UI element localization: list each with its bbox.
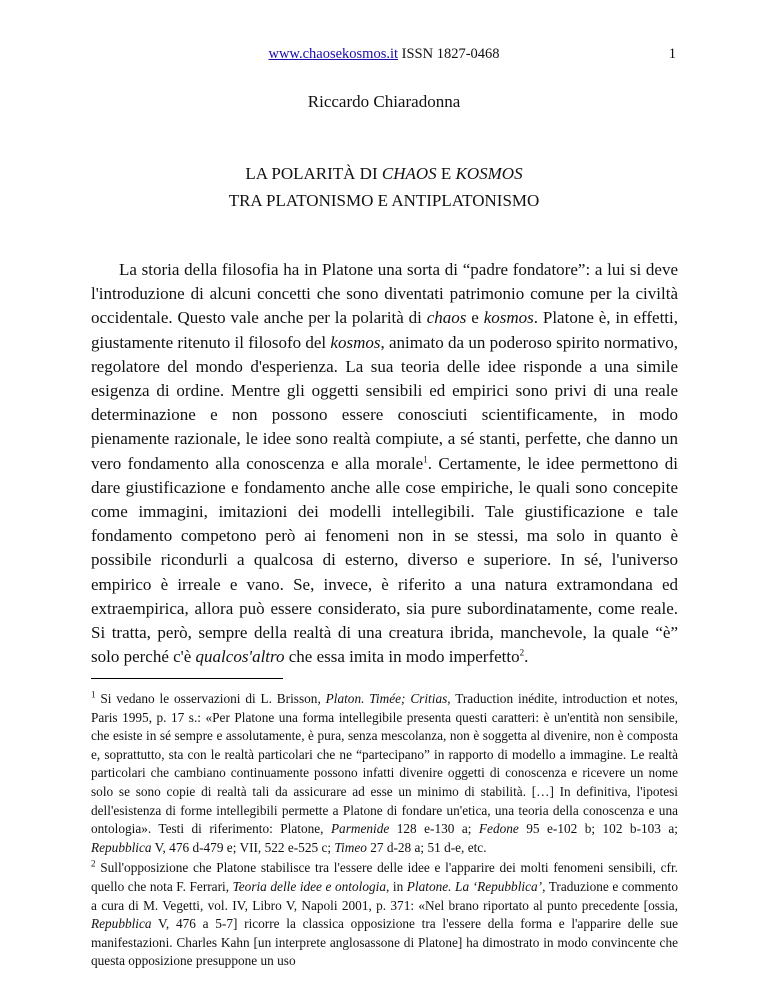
fn1-italic-3: Fedone [478, 821, 519, 837]
fn2-text-3: , Traduzione e commento a cura di M. Vegetti, vol. IV, Libro V, Napoli 2001, p. 371: «Nel brano riportato al punto precedente [ossia, [91, 878, 678, 913]
title-line-2: TRA PLATONISMO E ANTIPLATONISMO [228, 191, 540, 210]
footnote-ref-1[interactable]: 1 [423, 453, 428, 464]
title-and: E [436, 164, 456, 183]
body-text-6: . [524, 647, 529, 667]
author-name: Riccardo Chiaradonna [307, 92, 461, 111]
footnote-ref-2[interactable]: 2 [519, 647, 525, 658]
fn1-text-3: 128 e-130 a; [389, 821, 479, 837]
body-text-3: , animato da un poderoso spirito normativo, regolatore del mondo d'esperienza. La sua teoria delle idee risponde a una simile esigenza di ordine. Mentre gli oggetti sensibili ed empirici sono privi di una reale determinazione e non possono essere conosciuti scientificamente, in modo pienamente razionale, le idee sono realtà compiute, a sé stanti, perfette, che danno un vero fondamento alla conoscenza e alla morale [91, 332, 678, 473]
fn2-italic-1: Teoria delle idee e ontologia [232, 878, 386, 894]
body-text-2: . Platone è, in effetti, giustamente ritenuto il filosofo del [91, 308, 678, 352]
body-text-5: che essa imita in modo imperfetto [284, 647, 520, 667]
fn2-text-4: V, 476 a 5-7] ricorre la classica opposizione tra l'essere della forma e l'apparire delle sue manifestazioni. Charles Kahn [un interprete anglosassone di Platone] ha dimostrato in modo convincente che questa opposizione presuppone un uso [91, 916, 678, 969]
fn2-italic-3: Repubblica [91, 916, 152, 932]
footnote-2 [91, 859, 678, 971]
body-kosmos-2: kosmos [330, 332, 381, 352]
body-text-4: . Certamente, le idee permettono di dare giustificazione e fondamento anche alle cose empiriche, le quali sono concepite come immagini, imitazioni dei modelli intellegibili. Tale giustificazione e tale fondamento competono però ai fenomeni non in se stessi, ma solo in quanto è possibile ricondurli a qualcosa di esterno, diverso e superiore. In sé, l'universo empirico è irreale e vano. Se, invece, è riferito a una natura extramondana ed extraempirica, allora può essere considerato, sia pure subordinatamente, come reale. Si tratta, però, sempre della realtà di una creatura ibrida, manchevole, la quale “è” solo perché c'è [91, 453, 678, 667]
footnote-1 [91, 690, 678, 857]
footnote-mark-2: 2 [91, 858, 96, 869]
title-line-1 [0, 160, 768, 187]
title-chaos: CHAOS [381, 164, 437, 183]
fn1-italic-2: Parmenide [330, 821, 390, 837]
page-number: 1 [668, 46, 676, 62]
body-kosmos-1: kosmos [483, 308, 534, 328]
title-kosmos: KOSMOS [455, 164, 523, 183]
running-header [0, 46, 768, 66]
fn2-text-1: Sull'opposizione che Platone stabilisce tra l'essere delle idee e l'apparire dei molti fenomeni sensibili, cfr. quello che nota F. Ferrari, [91, 860, 678, 894]
fn1-italic-4: Repubblica [91, 839, 152, 855]
fn1-text-4: 95 e-102 b; 102 b-103 a; [518, 821, 678, 837]
footnote-divider [91, 678, 283, 679]
issn-label: ISSN 1827-0468 [401, 46, 500, 62]
title-prefix: LA POLARITÀ DI [245, 164, 382, 183]
footnotes-section [91, 690, 678, 973]
fn1-text-1: Si vedano le osservazioni di L. Brisson, [95, 691, 326, 706]
body-chaos: chaos [426, 308, 467, 328]
body-text-1: La storia della filosofia ha in Platone una sorta di “padre fondatore”: a lui si deve l'introduzione di alcuni concetti che sono diventati patrimonio comune per la civiltà occidentale. Questo vale anche per la polarità di [91, 260, 678, 328]
footnote-mark-1: 1 [91, 689, 96, 700]
header-citation [0, 46, 768, 63]
website-link[interactable]: www.chaosekosmos.it [268, 46, 399, 62]
article-title [0, 160, 768, 214]
fn1-text-5: V, 476 d-479 e; VII, 522 e-525 c; [151, 839, 335, 855]
fn1-italic-5: Timeo [334, 839, 367, 855]
body-paragraph [91, 258, 678, 669]
fn2-text-2: , in [385, 878, 407, 894]
fn1-italic-1: Platon. Timée; Critias [325, 691, 448, 706]
body-e: e [466, 308, 484, 328]
fn1-text-2: , Traduction inédite, introduction et notes, Paris 1995, p. 17 s.: «Per Platone una forma intellegibile presenta questi caratteri: è un'entità non sensibile, che esiste in sé sempre e assolutamente, è pura, senza mescolanza, non è soggetta al divenire, non è composta e, soprattutto, sta con le realtà particolari che ne “partecipano” in rapporto di modello a immagine. Le realtà particolari che cambiano continuamente possono infatti divenire oggetti di conoscenza e ricevere un nome solo se sono copie di realtà tali da assicurare ad esse un minimo di stabilità. […] In definitiva, l'ipotesi dell'esistenza di forme intellegibili permette a Platone di fondare un'etica, una teoria della conoscenza e una ontologia». Testi di riferimento: Platone, [91, 691, 678, 837]
fn2-italic-2: Platone. La ‘Repubblica’ [406, 878, 543, 894]
fn1-text-6: 27 d-28 a; 51 d-e, etc. [366, 839, 487, 855]
body-qualcosaltro: qualcos'altro [195, 647, 285, 667]
